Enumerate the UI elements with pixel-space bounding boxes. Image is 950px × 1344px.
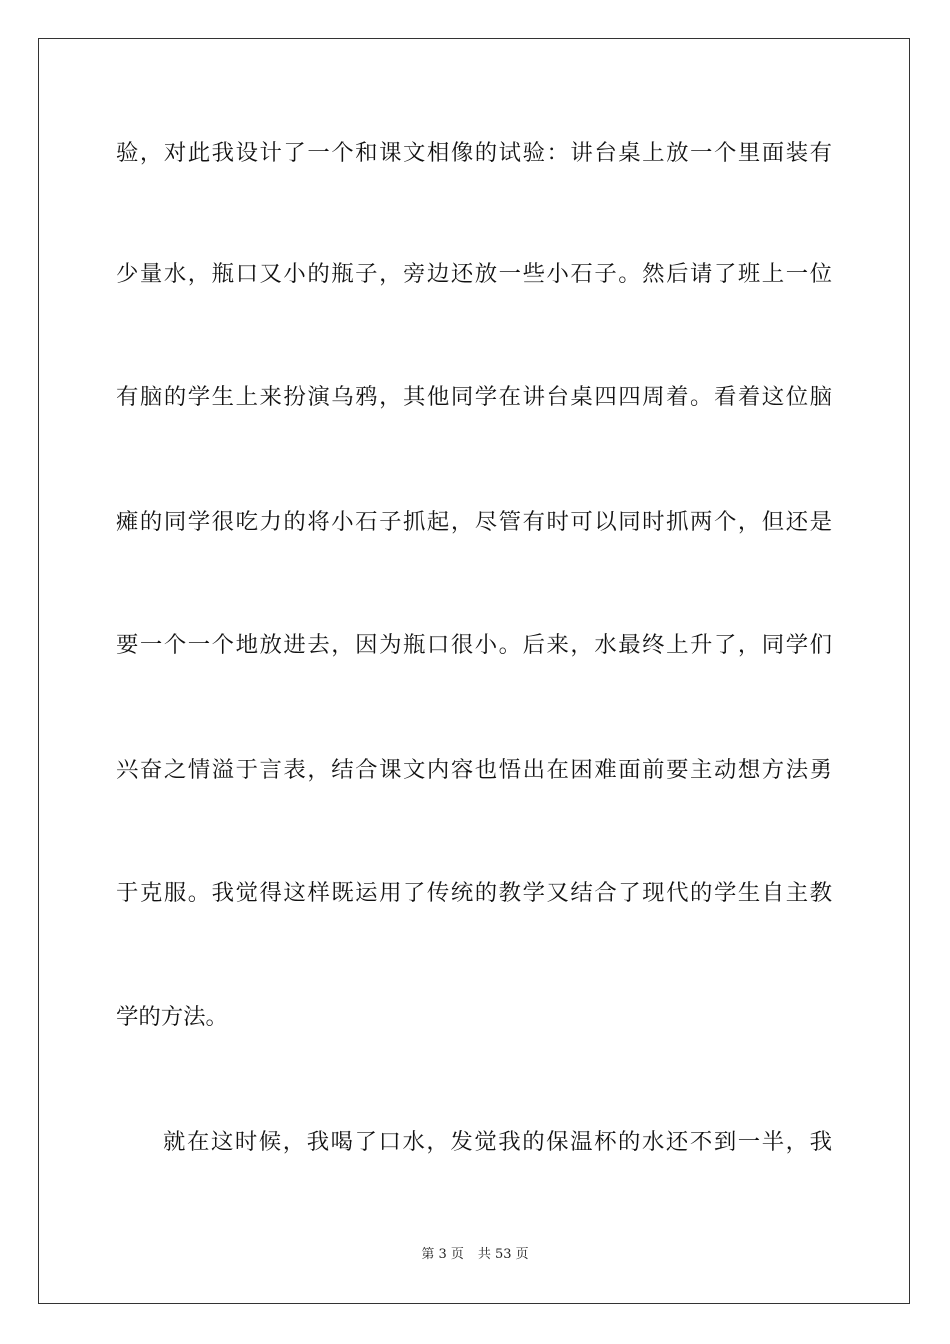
page-number: 第 3 页 — [421, 1247, 464, 1262]
total-pages: 共 53 页 — [477, 1247, 529, 1262]
page-frame — [38, 38, 910, 1304]
body-text-line: 有脑的学生上来扮演乌鸦，其他同学在讲台桌四四周着。看着这位脑 — [116, 384, 832, 410]
body-text-line: 学的方法。 — [116, 1004, 228, 1030]
page-footer — [0, 1247, 950, 1263]
body-text-line: 要一个一个地放进去，因为瓶口很小。后来，水最终上升了，同学们 — [116, 632, 832, 658]
body-text-line: 兴奋之情溢于言表，结合课文内容也悟出在困难面前要主动想方法勇 — [116, 757, 832, 783]
paragraph-first-line: 就在这时候，我喝了口水，发觉我的保温杯的水还不到一半，我 — [163, 1129, 832, 1155]
body-text-line: 少量水，瓶口又小的瓶子，旁边还放一些小石子。然后请了班上一位 — [116, 261, 832, 287]
body-text-line: 于克服。我觉得这样既运用了传统的教学又结合了现代的学生自主教 — [116, 880, 832, 906]
body-text-line: 验，对此我设计了一个和课文相像的试验：讲台桌上放一个里面装有 — [116, 140, 832, 166]
body-text-line: 瘫的同学很吃力的将小石子抓起，尽管有时可以同时抓两个，但还是 — [116, 509, 832, 535]
